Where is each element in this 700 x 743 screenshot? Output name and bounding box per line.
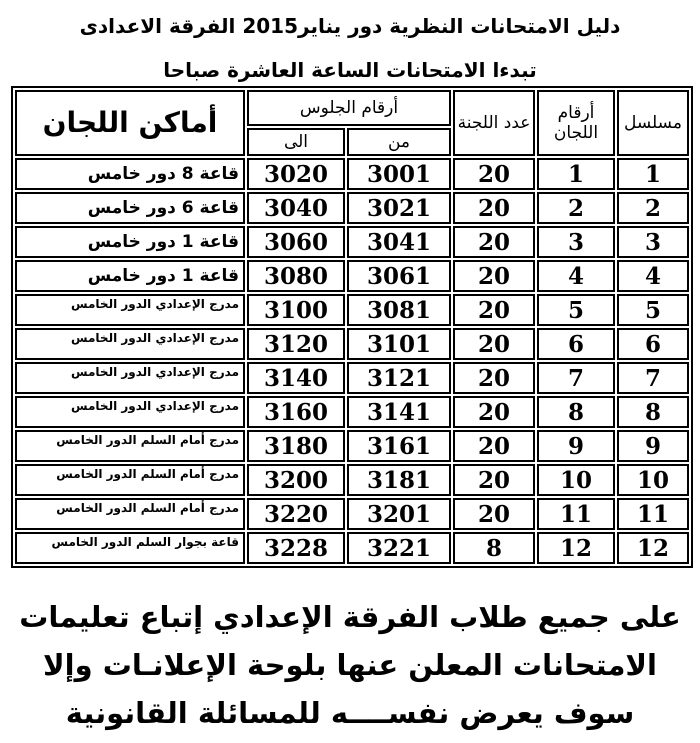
committee-count-cell: 20 — [453, 498, 535, 530]
place-cell: قاعة 1 دور خامس — [15, 260, 245, 292]
serial-cell: 12 — [617, 532, 689, 564]
committee-count-cell: 20 — [453, 294, 535, 326]
header-to: الى — [247, 128, 345, 156]
place-cell: مدرج الإعدادي الدور الخامس — [15, 362, 245, 394]
seat-from-cell: 3041 — [347, 226, 451, 258]
serial-cell: 3 — [617, 226, 689, 258]
header-committee-number: أرقام اللجان — [537, 90, 615, 156]
seat-to-cell: 3220 — [247, 498, 345, 530]
seat-to-cell: 3200 — [247, 464, 345, 496]
serial-cell: 4 — [617, 260, 689, 292]
committee-number-cell: 2 — [537, 192, 615, 224]
table-row — [15, 532, 689, 564]
seat-to-cell: 3060 — [247, 226, 345, 258]
committee-number-cell: 9 — [537, 430, 615, 462]
table-row — [15, 294, 689, 326]
table-row — [15, 226, 689, 258]
committee-number-cell: 10 — [537, 464, 615, 496]
table-row — [15, 260, 689, 292]
serial-cell: 10 — [617, 464, 689, 496]
table-row — [15, 362, 689, 394]
serial-cell: 7 — [617, 362, 689, 394]
committee-number-cell: 11 — [537, 498, 615, 530]
committee-number-cell: 3 — [537, 226, 615, 258]
committee-count-cell: 20 — [453, 430, 535, 462]
seat-from-cell: 3061 — [347, 260, 451, 292]
seat-to-cell: 3120 — [247, 328, 345, 360]
table-row — [15, 328, 689, 360]
committee-table — [11, 86, 687, 568]
seat-from-cell: 3161 — [347, 430, 451, 462]
place-cell: مدرج الإعدادي الدور الخامس — [15, 328, 245, 360]
committee-count-cell: 20 — [453, 192, 535, 224]
committee-count-cell: 20 — [453, 396, 535, 428]
seat-from-cell: 3181 — [347, 464, 451, 496]
seat-to-cell: 3160 — [247, 396, 345, 428]
committee-count-cell: 20 — [453, 260, 535, 292]
header-places: أماكن اللجان — [15, 90, 245, 156]
serial-cell: 9 — [617, 430, 689, 462]
place-cell: قاعة 8 دور خامس — [15, 158, 245, 190]
place-cell: مدرج الإعدادي الدور الخامس — [15, 294, 245, 326]
header-committee-count: عدد اللجنة — [453, 90, 535, 156]
notice-line-1: على جميع طلاب الفرقة الإعدادي إتباع تعليمات — [19, 600, 681, 634]
place-cell: قاعة 1 دور خامس — [15, 226, 245, 258]
seat-from-cell: 3021 — [347, 192, 451, 224]
place-cell: قاعة بجوار السلم الدور الخامس — [15, 532, 245, 564]
committee-rows — [15, 158, 689, 564]
seat-to-cell: 3020 — [247, 158, 345, 190]
serial-cell: 1 — [617, 158, 689, 190]
seat-from-cell: 3141 — [347, 396, 451, 428]
header-from: من — [347, 128, 451, 156]
seat-to-cell: 3080 — [247, 260, 345, 292]
committee-count-cell: 20 — [453, 158, 535, 190]
place-cell: مدرج أمام السلم الدور الخامس — [15, 498, 245, 530]
seat-from-cell: 3081 — [347, 294, 451, 326]
committee-number-cell: 12 — [537, 532, 615, 564]
table-row — [15, 396, 689, 428]
document-subtitle: تبدءا الامتحانات الساعة العاشرة صباحا — [163, 58, 537, 82]
committee-number-cell: 8 — [537, 396, 615, 428]
header-seat-numbers: أرقام الجلوس — [247, 90, 451, 126]
seat-to-cell: 3140 — [247, 362, 345, 394]
serial-cell: 11 — [617, 498, 689, 530]
committee-count-cell: 20 — [453, 464, 535, 496]
place-cell: مدرج أمام السلم الدور الخامس — [15, 430, 245, 462]
committee-number-cell: 1 — [537, 158, 615, 190]
table-row — [15, 158, 689, 190]
committee-count-cell: 20 — [453, 362, 535, 394]
seat-to-cell: 3180 — [247, 430, 345, 462]
seat-from-cell: 3001 — [347, 158, 451, 190]
seat-to-cell: 3228 — [247, 532, 345, 564]
table-row — [15, 498, 689, 530]
seat-from-cell: 3101 — [347, 328, 451, 360]
table-row — [15, 464, 689, 496]
serial-cell: 2 — [617, 192, 689, 224]
committee-number-cell: 4 — [537, 260, 615, 292]
seat-from-cell: 3121 — [347, 362, 451, 394]
seat-to-cell: 3100 — [247, 294, 345, 326]
place-cell: مدرج أمام السلم الدور الخامس — [15, 464, 245, 496]
table-row — [15, 192, 689, 224]
place-cell: مدرج الإعدادي الدور الخامس — [15, 396, 245, 428]
serial-cell: 6 — [617, 328, 689, 360]
header-serial: مسلسل — [617, 90, 689, 156]
committee-count-cell: 8 — [453, 532, 535, 564]
table-row — [15, 430, 689, 462]
serial-cell: 5 — [617, 294, 689, 326]
committee-number-cell: 5 — [537, 294, 615, 326]
place-cell: قاعة 6 دور خامس — [15, 192, 245, 224]
notice-line-3: سوف يعرض نفســــه للمسائلة القانونية — [65, 696, 635, 730]
committee-count-cell: 20 — [453, 328, 535, 360]
committee-number-cell: 6 — [537, 328, 615, 360]
committee-number-cell: 7 — [537, 362, 615, 394]
seat-from-cell: 3221 — [347, 532, 451, 564]
document-title: دليل الامتحانات النظرية دور يناير2015 الفرقة الاعدادى — [79, 14, 621, 38]
serial-cell: 8 — [617, 396, 689, 428]
seat-to-cell: 3040 — [247, 192, 345, 224]
notice-line-2: الامتحانات المعلن عنها بلوحة الإعلانـات وإلا — [43, 648, 657, 682]
committee-count-cell: 20 — [453, 226, 535, 258]
seat-from-cell: 3201 — [347, 498, 451, 530]
